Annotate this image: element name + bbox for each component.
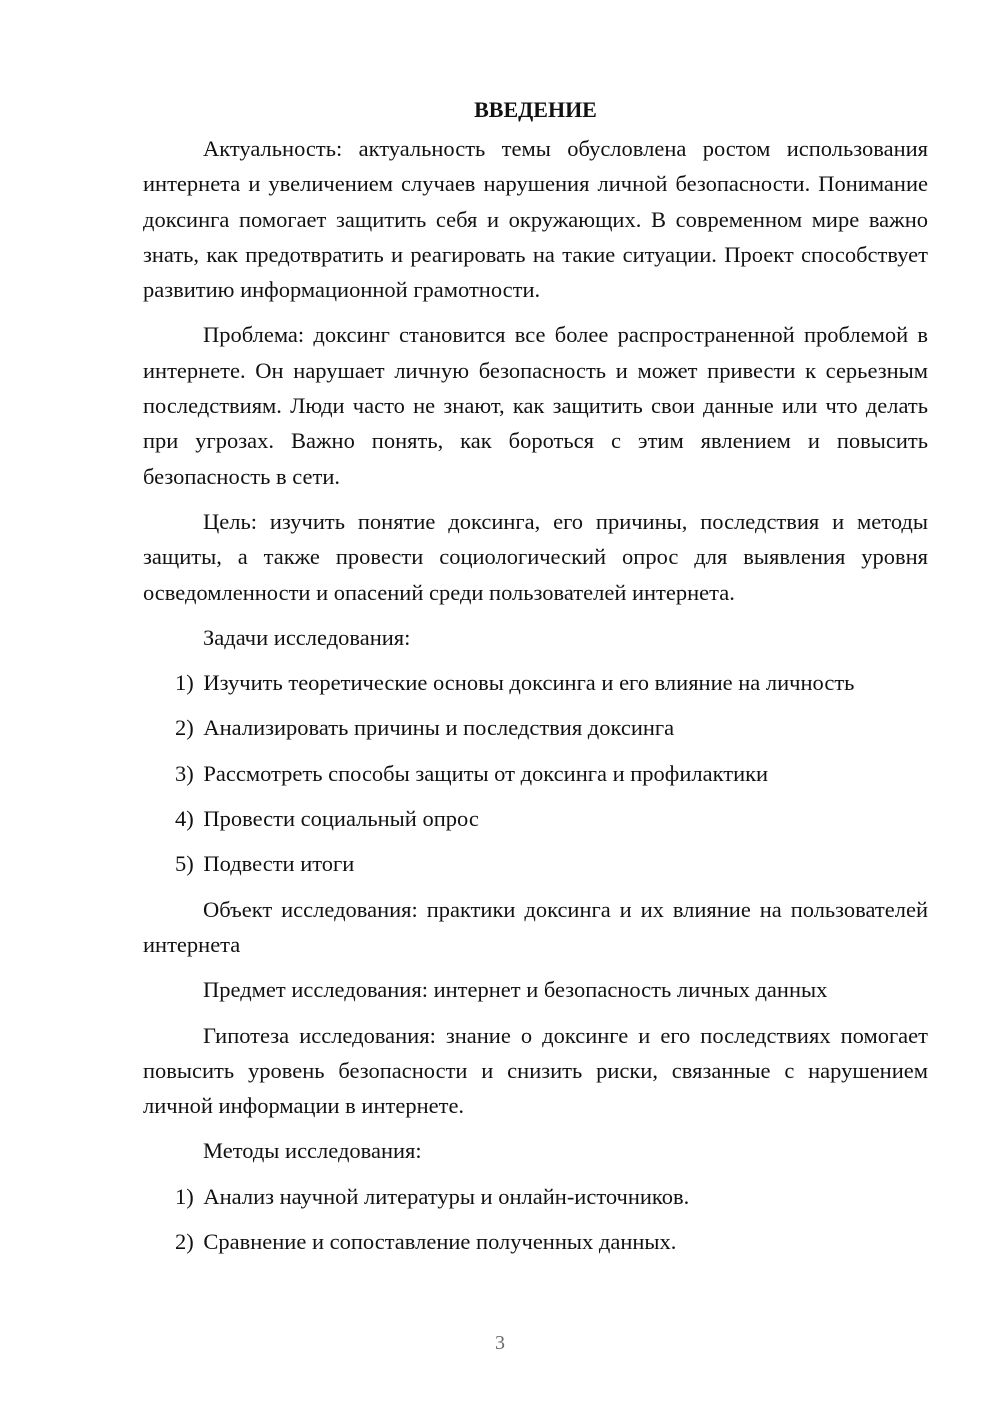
list-item bbox=[143, 710, 928, 745]
list-item-number: 1) bbox=[175, 1183, 194, 1209]
paragraph-hypothesis: Гипотеза исследования: знание о доксинге и его последствиях помогает повысить уровень безопасности и снизить риски, связанные с нарушением личной информации в интернете. bbox=[143, 1022, 928, 1119]
list-item-number: 2) bbox=[175, 715, 194, 741]
list-item bbox=[143, 846, 928, 881]
list-item bbox=[143, 801, 928, 836]
list-item-text: Анализ научной литературы и онлайн-источников. bbox=[203, 1183, 690, 1209]
list-item bbox=[143, 1224, 928, 1259]
list-item-number: 5) bbox=[175, 851, 194, 877]
paragraph-goal: Цель: изучить понятие доксинга, его причины, последствия и методы защиты, а также провести социологический опрос для выявления уровня осведомленности и опасений среди пользователей интернета. bbox=[143, 508, 928, 605]
methods-list bbox=[143, 1179, 928, 1260]
paragraph-relevance: Актуальность: актуальность темы обусловлена ростом использования интернета и увеличением случаев нарушения личной безопасности. Понимание доксинга помогает защитить себя и окружающих. В современном мире важно знать, как предотвратить и реагировать на такие ситуации. Проект способствует развитию информационной грамотности. bbox=[143, 136, 928, 303]
tasks-heading: Задачи исследования: bbox=[203, 624, 411, 650]
list-item-text: Изучить теоретические основы доксинга и его влияние на личность bbox=[203, 670, 855, 696]
methods-heading: Методы исследования: bbox=[203, 1138, 422, 1164]
section-title: ВВЕДЕНИЕ bbox=[474, 97, 597, 122]
paragraph-object: Объект исследования: практики доксинга и их влияние на пользователей интернета bbox=[143, 896, 928, 957]
document-page bbox=[143, 92, 928, 1269]
paragraph-subject: Предмет исследования: интернет и безопасность личных данных bbox=[203, 977, 828, 1003]
list-item-number: 3) bbox=[175, 760, 194, 786]
list-item bbox=[143, 756, 928, 791]
list-item-number: 2) bbox=[175, 1229, 194, 1255]
list-item-text: Рассмотреть способы защиты от доксинга и профилактики bbox=[203, 760, 769, 786]
list-item-number: 4) bbox=[175, 806, 194, 832]
list-item bbox=[143, 1179, 928, 1214]
list-item bbox=[143, 665, 928, 700]
list-item-text: Сравнение и сопоставление полученных данных. bbox=[203, 1229, 677, 1255]
list-item-number: 1) bbox=[175, 670, 194, 696]
tasks-list bbox=[143, 665, 928, 881]
paragraph-problem: Проблема: доксинг становится все более распространенной проблемой в интернете. Он нарушает личную безопасность и может привести к серьезным последствиям. Люди часто не знают, как защитить свои данные или что делать при угрозах. Важно понять, как бороться с этим явлением и повысить безопасность в сети. bbox=[143, 322, 928, 489]
list-item-text: Подвести итоги bbox=[203, 851, 355, 877]
list-item-text: Анализировать причины и последствия доксинга bbox=[203, 715, 675, 741]
list-item-text: Провести социальный опрос bbox=[203, 806, 479, 832]
page-number: 3 bbox=[495, 1332, 505, 1354]
